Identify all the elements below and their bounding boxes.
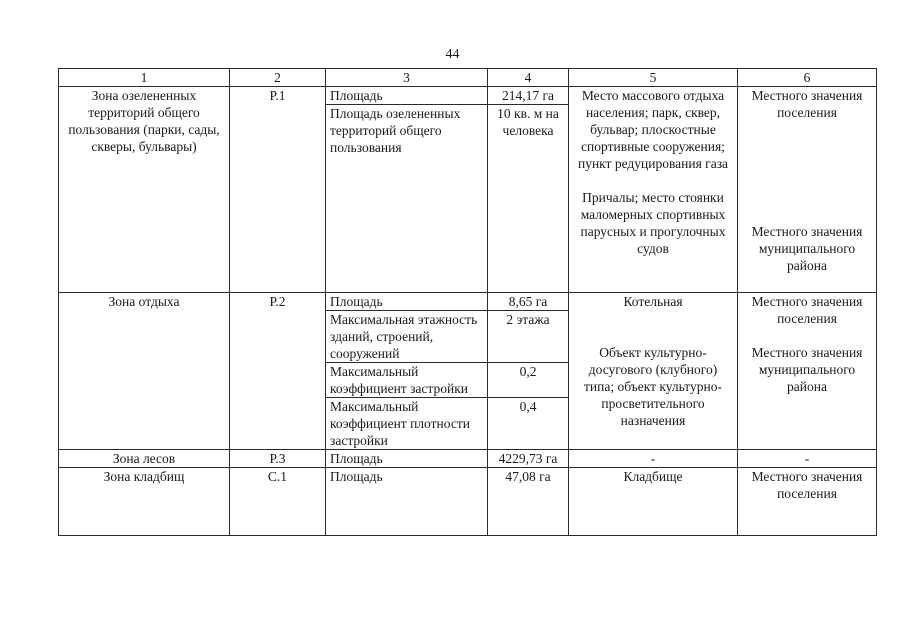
table-row (59, 450, 877, 468)
object-cell (569, 87, 738, 293)
parameter-name: Максимальный коэффициент плотности застройки (326, 398, 488, 450)
header-cell: 2 (230, 69, 326, 87)
parameter-value: 8,65 га (488, 293, 569, 311)
parameter-value: 4229,73 га (488, 450, 569, 468)
significance-text: Местного значения муниципального района (751, 345, 863, 394)
parameter-name: Площадь (326, 293, 488, 311)
parameter-value: 0,4 (488, 398, 569, 450)
parameter-value: 10 кв. м на человека (488, 105, 569, 293)
parameter-value: 0,2 (488, 363, 569, 398)
zone-name: Зона озелененных территорий общего пользования (парки, сады, скверы, бульвары) (59, 87, 230, 293)
parameter-value: 2 этажа (488, 311, 569, 363)
parameter-value: 47,08 га (488, 468, 569, 536)
table-row (59, 293, 877, 311)
object-text: Причалы; место стоянки маломерных спортивных парусных и прогулочных судов (580, 190, 726, 256)
object-text: Объект культурно-досугового (клубного) типа; объект культурно-просветительного назначения (584, 345, 722, 428)
object-text: Кладбище (569, 468, 738, 536)
zone-name: Зона лесов (59, 450, 230, 468)
significance-text: Местного значения поселения (751, 294, 863, 326)
significance-cell (738, 87, 877, 293)
zone-name: Зона кладбищ (59, 468, 230, 536)
significance-text: Местного значения поселения (751, 88, 863, 120)
parameter-name: Площадь озелененных территорий общего пользования (326, 105, 488, 293)
parameter-name: Площадь (326, 87, 488, 105)
significance-text: - (738, 450, 877, 468)
parameter-name: Максимальная этажность зданий, строений, сооружений (326, 311, 488, 363)
table-row (59, 87, 877, 105)
zone-code: Р.3 (230, 450, 326, 468)
page-number: 44 (445, 47, 460, 62)
table-header-row (59, 69, 877, 87)
parameter-name: Площадь (326, 468, 488, 536)
object-text: - (569, 450, 738, 468)
zone-code: С.1 (230, 468, 326, 536)
object-text: Котельная (623, 294, 683, 309)
header-cell: 5 (569, 69, 738, 87)
zone-name: Зона отдыха (59, 293, 230, 450)
zone-code: Р.2 (230, 293, 326, 450)
significance-text: Местного значения муниципального района (751, 224, 863, 273)
parameter-name: Максимальный коэффициент застройки (326, 363, 488, 398)
object-text: Место массового отдыха населения; парк, сквер, бульвар; плоскостные спортивные сооружения; пункт редуцирования газа (577, 88, 729, 171)
significance-cell (738, 293, 877, 450)
header-cell: 4 (488, 69, 569, 87)
table-row (59, 468, 877, 536)
zone-code: Р.1 (230, 87, 326, 293)
header-cell: 1 (59, 69, 230, 87)
parameter-name: Площадь (326, 450, 488, 468)
zones-table (58, 68, 877, 536)
object-cell (569, 293, 738, 450)
header-cell: 3 (326, 69, 488, 87)
significance-text: Местного значения поселения (738, 468, 877, 536)
parameter-value: 214,17 га (488, 87, 569, 105)
header-cell: 6 (738, 69, 877, 87)
